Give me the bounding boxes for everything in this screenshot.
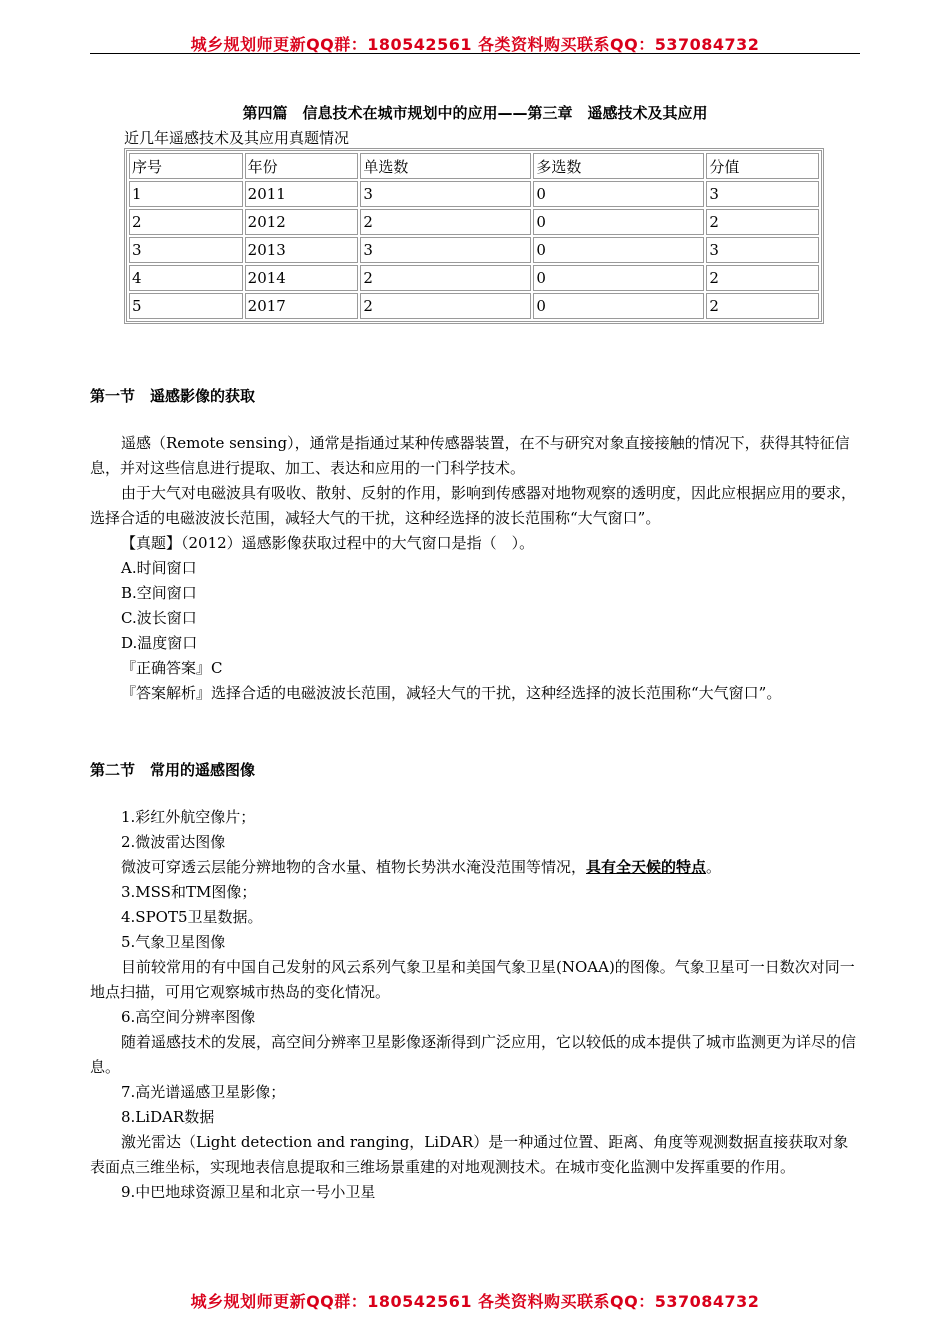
option-a: A.时间窗口 xyxy=(121,559,197,577)
section-2-body xyxy=(90,805,860,1205)
answer-analysis: 『答案解析』选择合适的电磁波波长范围，减轻大气的干扰，这种经选择的波长范围称“大气窗口”。 xyxy=(121,684,782,702)
table-cell: 0 xyxy=(533,237,704,263)
microwave-text: 微波可穿透云层能分辨地物的含水量、植物长势洪水淹没范围等情况， xyxy=(121,858,587,876)
list-item: 8.LiDAR数据 xyxy=(121,1108,215,1126)
table-cell: 0 xyxy=(533,209,704,235)
table-cell: 2011 xyxy=(245,181,359,207)
table-cell: 2013 xyxy=(245,237,359,263)
table-row xyxy=(129,181,819,207)
table-cell: 2012 xyxy=(245,209,359,235)
table-cell: 2017 xyxy=(245,293,359,319)
table-cell: 1 xyxy=(129,181,243,207)
table-caption: 近几年遥感技术及其应用真题情况 xyxy=(124,129,350,147)
table-header-cell: 年份 xyxy=(245,153,359,179)
weather-satellite-description: 目前较常用的有中国自己发射的风云系列气象卫星和美国气象卫星(NOAA)的图像。气象卫星可一日数次对同一地点扫描，可用它观察城市热岛的变化情况。 xyxy=(90,958,855,1001)
table-row xyxy=(129,237,819,263)
table-cell: 2014 xyxy=(245,265,359,291)
option-c: C.波长窗口 xyxy=(121,609,197,627)
table-row xyxy=(129,209,819,235)
option-b: B.空间窗口 xyxy=(121,584,197,602)
list-item: 7.高光谱遥感卫星影像； xyxy=(121,1083,286,1101)
table-cell: 3 xyxy=(360,237,531,263)
section-1-body xyxy=(90,431,860,706)
list-item: 5.气象卫星图像 xyxy=(121,933,226,951)
table-cell: 2 xyxy=(360,293,531,319)
microwave-description xyxy=(90,855,860,880)
option-d: D.温度窗口 xyxy=(121,634,198,652)
table-cell: 3 xyxy=(706,181,819,207)
table-cell: 3 xyxy=(129,237,243,263)
table-cell: 5 xyxy=(129,293,243,319)
microwave-end: 。 xyxy=(706,858,722,876)
table-row xyxy=(129,293,819,319)
exam-stats-table xyxy=(124,148,824,324)
list-item: 3.MSS和TM图像； xyxy=(121,883,257,901)
table-cell: 3 xyxy=(360,181,531,207)
list-item: 6.高空间分辨率图像 xyxy=(121,1008,256,1026)
table-cell: 2 xyxy=(706,265,819,291)
table-cell: 2 xyxy=(706,293,819,319)
high-resolution-description: 随着遥感技术的发展，高空间分辨率卫星影像逐渐得到广泛应用，它以较低的成本提供了城市监测更为详尽的信息。 xyxy=(90,1033,857,1076)
table-header-row xyxy=(129,153,819,179)
header-banner: 城乡规划师更新QQ群：180542561 各类资料购买联系QQ：537084732 xyxy=(190,35,760,54)
correct-answer: 『正确答案』C xyxy=(121,659,223,677)
table-cell: 2 xyxy=(706,209,819,235)
list-item: 1.彩红外航空像片； xyxy=(121,808,256,826)
section-2-title: 第二节 常用的遥感图像 xyxy=(90,761,256,779)
section-1-title: 第一节 遥感影像的获取 xyxy=(90,387,256,405)
lidar-description: 激光雷达（Light detection and ranging，LiDAR）是一种通过位置、距离、角度等观测数据直接获取对象表面点三维坐标，实现地表信息提取和三维场景重建的对地观测技术。在城市变化监测中发挥重要的作用。 xyxy=(90,1133,849,1176)
table-cell: 3 xyxy=(706,237,819,263)
table-header-cell: 序号 xyxy=(129,153,243,179)
header-divider xyxy=(90,53,860,54)
atmospheric-window-paragraph: 由于大气对电磁波具有吸收、散射、反射的作用，影响到传感器对地物观察的透明度，因此应根据应用的要求，选择合适的电磁波波长范围，减轻大气的干扰，这种经选择的波长范围称“大气窗口”。 xyxy=(90,484,857,527)
table-header-cell: 单选数 xyxy=(360,153,531,179)
table-cell: 0 xyxy=(533,181,704,207)
list-item: 2.微波雷达图像 xyxy=(121,833,226,851)
list-item: 9.中巴地球资源卫星和北京一号小卫星 xyxy=(121,1183,376,1201)
table-cell: 2 xyxy=(129,209,243,235)
chapter-title: 第四篇 信息技术在城市规划中的应用——第三章 遥感技术及其应用 xyxy=(242,104,708,122)
remote-sensing-definition: 遥感（Remote sensing），通常是指通过某种传感器装置，在不与研究对象直接接触的情况下，获得其特征信息，并对这些信息进行提取、加工、表达和应用的一门科学技术。 xyxy=(90,434,850,477)
all-weather-emphasis: 具有全天候的特点 xyxy=(586,858,707,876)
table-row xyxy=(129,265,819,291)
table-cell: 2 xyxy=(360,209,531,235)
table-header-cell: 分值 xyxy=(706,153,819,179)
table-header-cell: 多选数 xyxy=(533,153,704,179)
list-item: 4.SPOT5卫星数据。 xyxy=(121,908,263,926)
footer-banner: 城乡规划师更新QQ群：180542561 各类资料购买联系QQ：537084732 xyxy=(190,1292,760,1311)
table-cell: 0 xyxy=(533,265,704,291)
exam-question: 【真题】（2012）遥感影像获取过程中的大气窗口是指（ ）。 xyxy=(121,534,535,552)
table-cell: 4 xyxy=(129,265,243,291)
table-cell: 0 xyxy=(533,293,704,319)
table-cell: 2 xyxy=(360,265,531,291)
